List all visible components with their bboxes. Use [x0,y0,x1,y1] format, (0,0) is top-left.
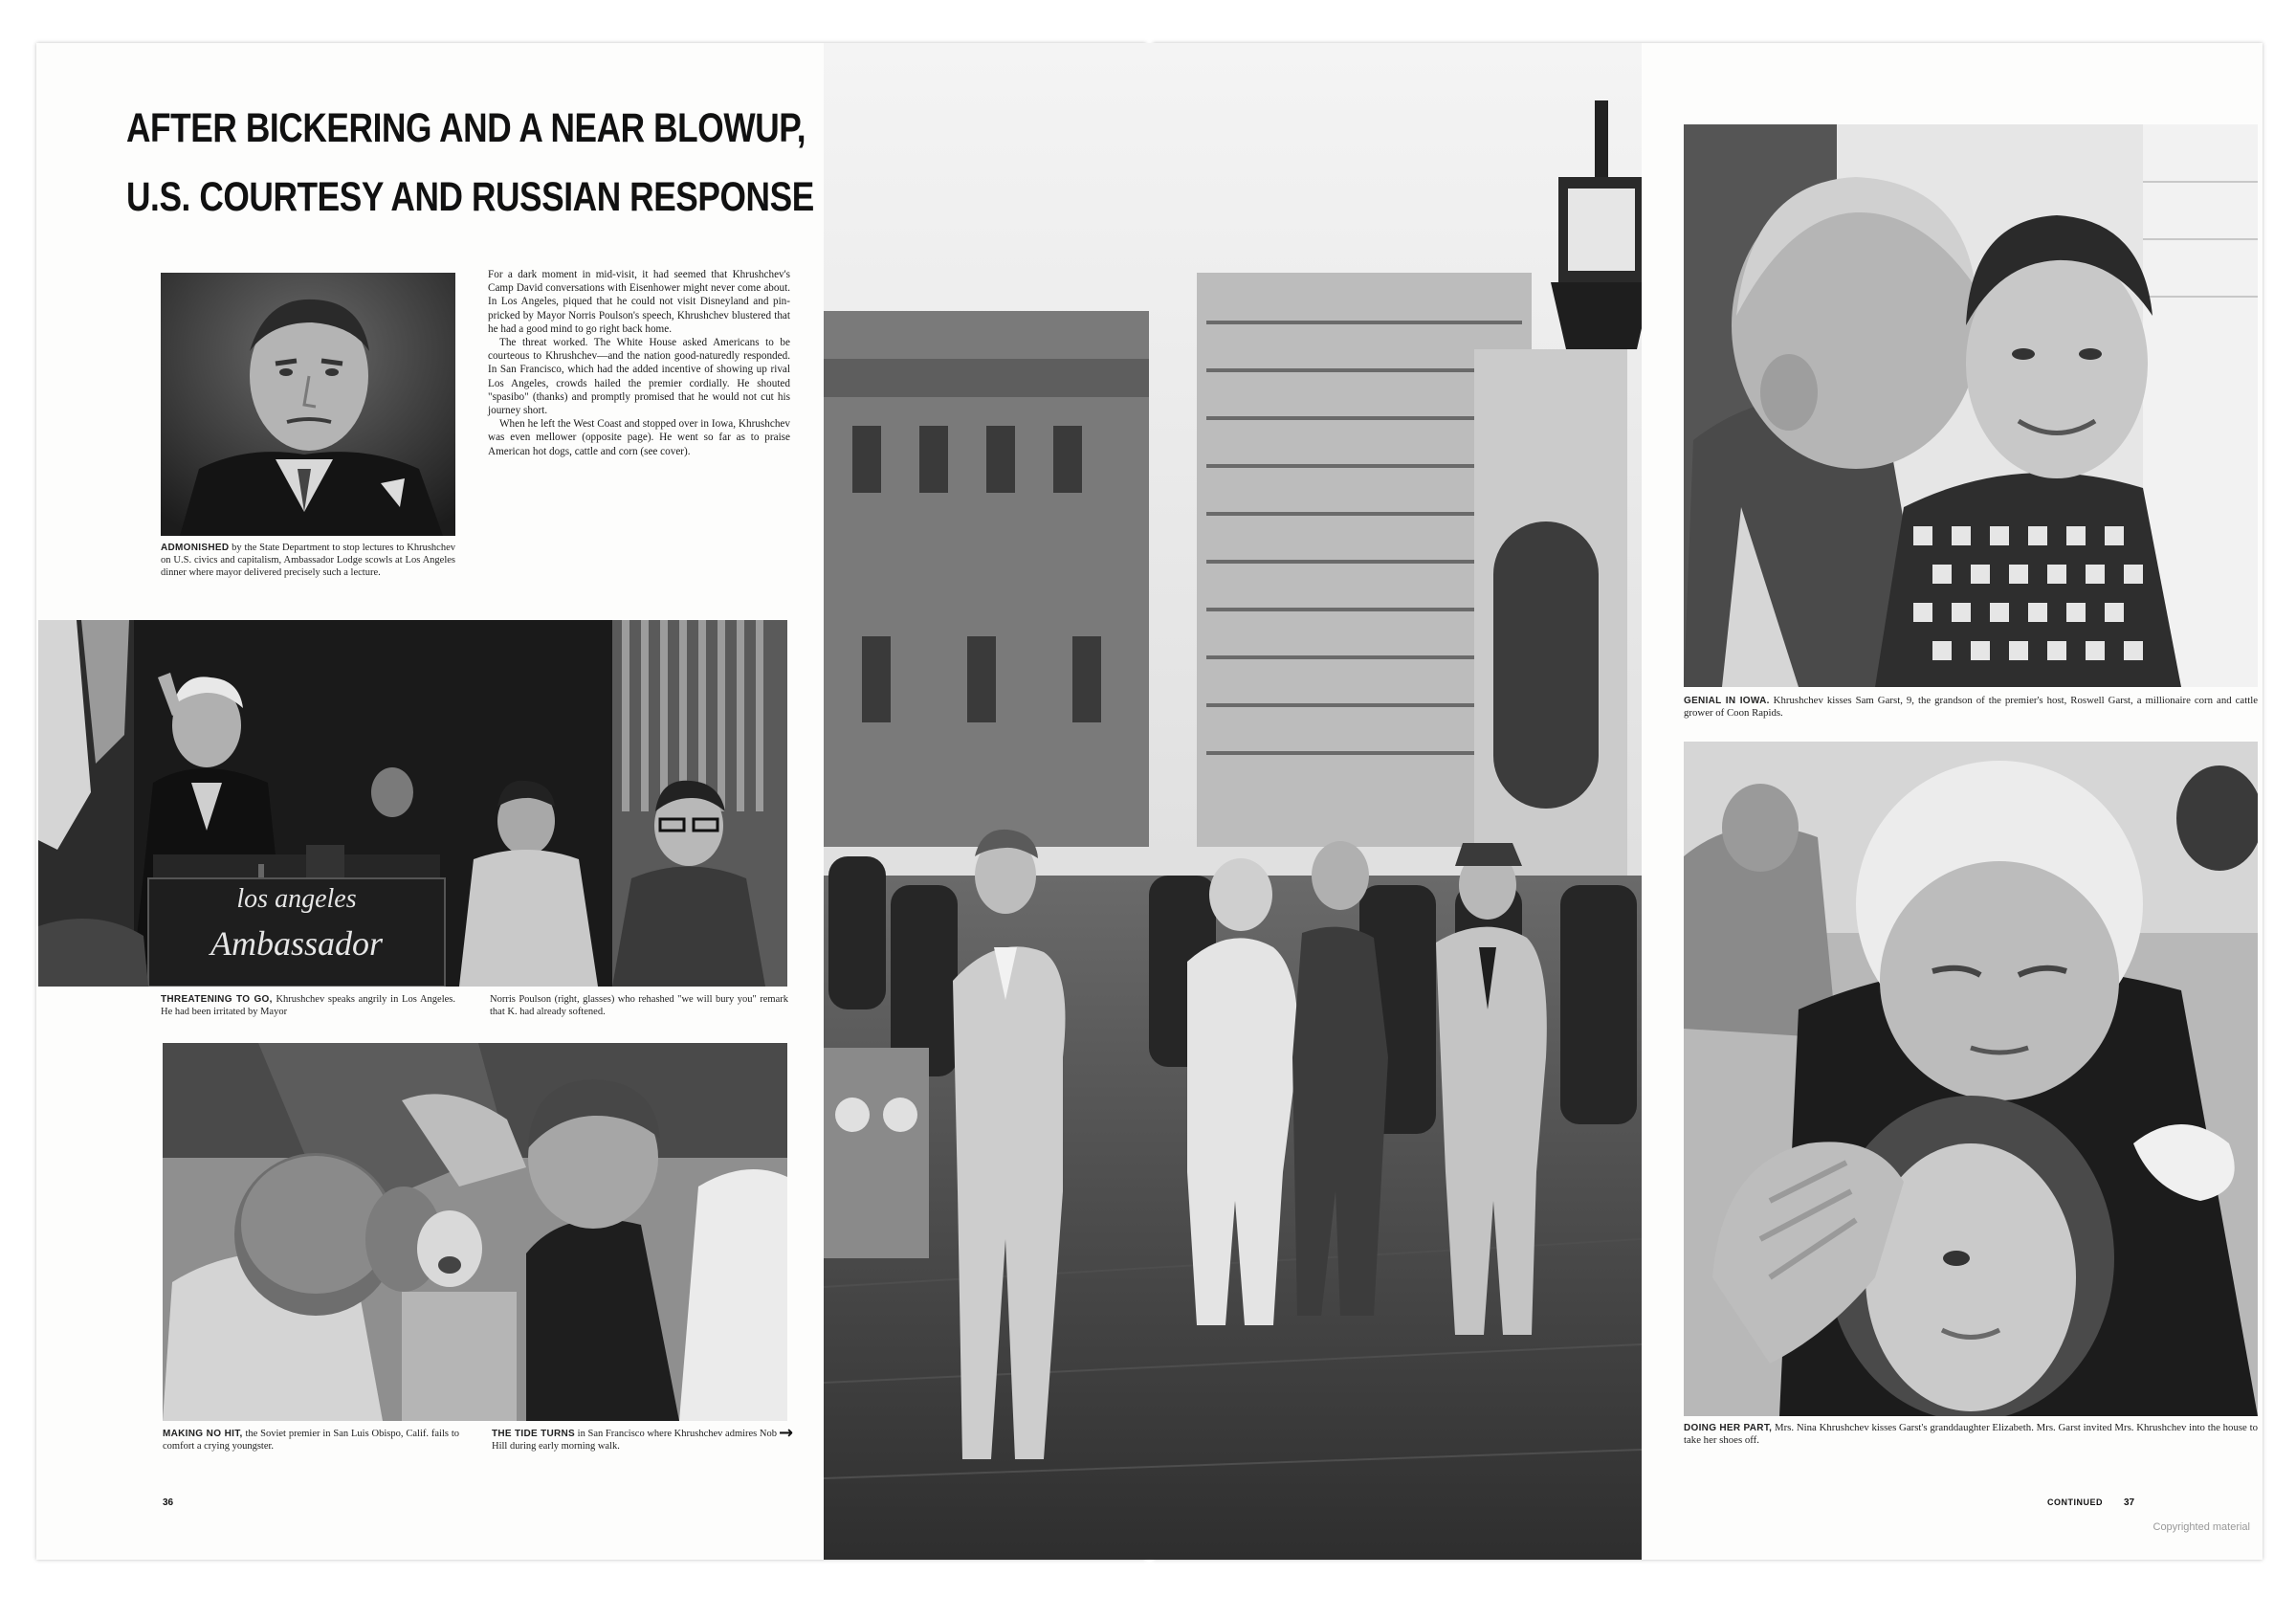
photo-crying-youngster [163,1043,787,1421]
photo-nob-hill-walk [824,43,1642,1560]
caption-threatening-cont-text: Norris Poulson (right, glasses) who rehashed "we will bury you" remark that K. had already softened. [490,994,788,1017]
page-number-right: 37 [2124,1497,2135,1508]
headline [126,94,814,232]
caption-threatening-text: Khrushchev speaks angrily in Los Angeles. He had been irritated by Mayor [161,994,456,1017]
copyright-watermark: Copyrighted material [2152,1521,2250,1533]
caption-admonished-text: by the State Department to stop lectures to Khrushchev on U.S. civics and capitalism, Ambassador Lodge scowls at Los Angeles dinner where mayor delivered precisely such a lecture. [161,543,455,578]
podium-line-2: Ambassador [210,924,384,963]
continued-label: CONTINUED [2047,1497,2103,1507]
caption-admonished-lead: ADMONISHED [161,543,230,553]
caption-making-no-hit-text: the Soviet premier in San Luis Obispo, Calif. fails to comfort a crying youngster. [163,1429,459,1452]
photo-los-angeles-speech [38,620,787,987]
page-number-left: 36 [163,1497,174,1508]
caption-making-no-hit-lead: MAKING NO HIT, [163,1429,243,1439]
arrow-icon: → [779,1423,794,1443]
caption-tide-turns-text: in San Francisco where Khrushchev admires Nob Hill during early morning walk. [492,1429,777,1452]
caption-making-no-hit [163,1428,459,1453]
photo-genial-in-iowa [1684,124,2258,687]
article-body [488,268,790,458]
caption-genial [1684,695,2258,720]
caption-admonished [161,542,455,579]
photo-lodge-portrait [161,273,455,536]
photo-doing-her-part [1684,742,2258,1416]
caption-genial-text: Khrushchev kisses Sam Garst, 9, the grandson of the premier's host, Roswell Garst, a millionaire corn and cattle grower of Coon Rapids. [1684,695,2258,719]
article-paragraph-1: For a dark moment in mid-visit, it had seemed that Khrushchev's Camp David conversations with Eisenhower might never come about. In Los Angeles, piqued that he could not visit Disneyland and pin-pricked by Mayor Norris Poulson's speech, Khrushchev blustered that he had a good mind to go right back home. [488,269,790,335]
caption-genial-lead: GENIAL IN IOWA. [1684,696,1770,706]
caption-threatening-lead: THREATENING TO GO, [161,994,273,1005]
caption-threatening-continued [490,993,788,1018]
caption-tide-turns-lead: THE TIDE TURNS [492,1429,576,1439]
article-paragraph-2: The threat worked. The White House asked Americans to be courteous to Khrushchev—and the nation good-naturedly responded. In San Francisco, which had the added incentive of showing up rival Los Angeles, crowds hailed the premier cordially. He shouted "spasibo" (thanks) and promptly promised that he would not cut his journey short. [488,337,790,417]
caption-doing-her-part [1684,1422,2258,1447]
caption-tide-turns [492,1428,777,1453]
caption-doing-her-part-lead: DOING HER PART, [1684,1423,1773,1433]
headline-line-2: U.S. COURTESY AND RUSSIAN RESPONSE [126,174,814,220]
headline-line-1: AFTER BICKERING AND A NEAR BLOWUP, [126,105,806,151]
caption-threatening [161,993,455,1018]
podium-line-1: los angeles [236,884,357,914]
caption-doing-her-part-text: Mrs. Nina Khrushchev kisses Garst's granddaughter Elizabeth. Mrs. Garst invited Mrs. Khrushchev into the house to take her shoes off. [1684,1422,2258,1446]
article-paragraph-3: When he left the West Coast and stopped over in Iowa, Khrushchev was even mellower (opposite page). He went so far as to praise American hot dogs, cattle and corn (see cover). [488,418,790,457]
